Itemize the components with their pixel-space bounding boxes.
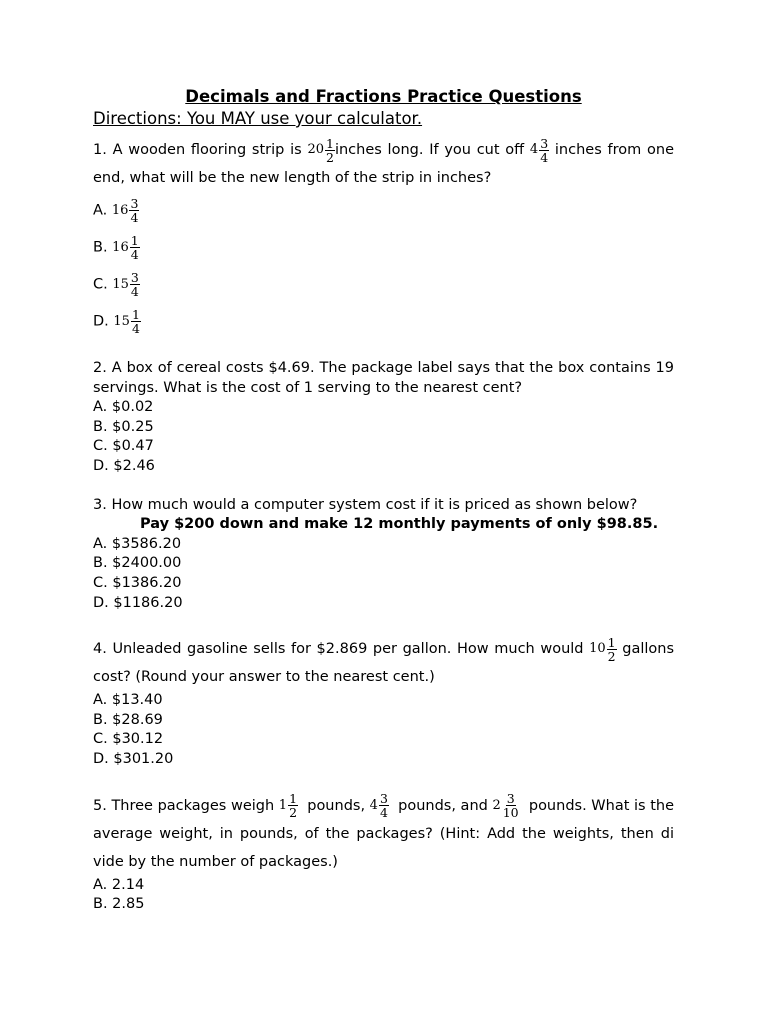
option-d: D. $301.20 (93, 750, 174, 767)
question-3-offer: Pay $200 down and make 12 monthly payments of only $98.85. (140, 516, 659, 533)
option-a: A. $0.02 (93, 399, 154, 416)
question-5-suffix: pounds. What is the average weight, in pounds, of the packages? (Hint: Add the weights, then di vide by the number of packages.) (93, 797, 674, 870)
option-a: A. $13.40 (93, 692, 163, 709)
option-c: C. $0.47 (93, 438, 154, 455)
question-1-prefix: 1. A wooden flooring strip is (93, 142, 302, 158)
page-title: Decimals and Fractions Practice Questions (185, 87, 582, 106)
option-a: A. 2.14 (93, 876, 145, 893)
option-a: A. 16 $\frac{3}{4}$ (93, 196, 139, 225)
question-5-mid2: pounds, and (398, 797, 488, 814)
fraction-1-1-2: 1 $\frac{1}{2}$ (278, 791, 298, 820)
option-d: D. $1186.20 (93, 594, 183, 611)
fraction-2-3-10: 2 $\frac{3}{10}$ (492, 791, 519, 820)
option-c: C. $30.12 (93, 731, 164, 748)
option-c: C. $1386.20 (93, 574, 182, 591)
question-1-suffix: inches from one end, what will be the new length of the strip in inches? (93, 142, 674, 186)
question-4 (93, 635, 674, 691)
fraction-4-3-4: 4 $\frac{3}{4}$ (369, 791, 388, 820)
question-1-options (93, 192, 674, 340)
option-a: A. $3586.20 (93, 535, 182, 552)
question-2-options (93, 398, 674, 476)
question-2: 2. A box of cereal costs $4.69. The package label says that the box contains 19 servings. What is the cost of 1 serving to the nearest cent? (93, 360, 674, 396)
question-4-options (93, 691, 674, 769)
question-5 (93, 792, 674, 876)
question-3-options (93, 535, 674, 613)
fraction-4-3-4: 4 $\frac{3}{4}$ (529, 135, 549, 165)
option-b: B. $2400.00 (93, 555, 182, 572)
option-c: C. 15 $\frac{3}{4}$ (93, 270, 139, 299)
fraction-10-1-2: 10 $\frac{1}{2}$ (589, 634, 616, 664)
option-b: B. $28.69 (93, 711, 163, 728)
question-4-suffix: gallons cost? (Round your answer to the nearest cent.) (93, 641, 674, 686)
option-b: B. 2.85 (93, 896, 145, 913)
option-b: B. $0.25 (93, 418, 154, 435)
fraction-20-1-2: 20 $\frac{1}{2}$ (307, 135, 334, 165)
question-5-mid1: pounds, (307, 797, 366, 814)
option-d: D. $2.46 (93, 457, 155, 474)
question-1-mid: inches long. If you cut off (334, 142, 525, 158)
question-5-options (93, 876, 674, 915)
question-3: 3. How much would a computer system cost if it is priced as shown below? (93, 496, 638, 513)
option-b: B. 16 $\frac{1}{4}$ (93, 233, 139, 262)
directions: Directions: You MAY use your calculator. (93, 109, 423, 128)
question-5-prefix: 5. Three packages weigh (93, 797, 275, 814)
question-4-prefix: 4. Unleaded gasoline sells for $2.869 per gallon. How much would (93, 641, 584, 658)
option-d: D. 15 $\frac{1}{4}$ (93, 307, 140, 336)
worksheet-page (93, 86, 674, 915)
question-1 (93, 136, 674, 192)
